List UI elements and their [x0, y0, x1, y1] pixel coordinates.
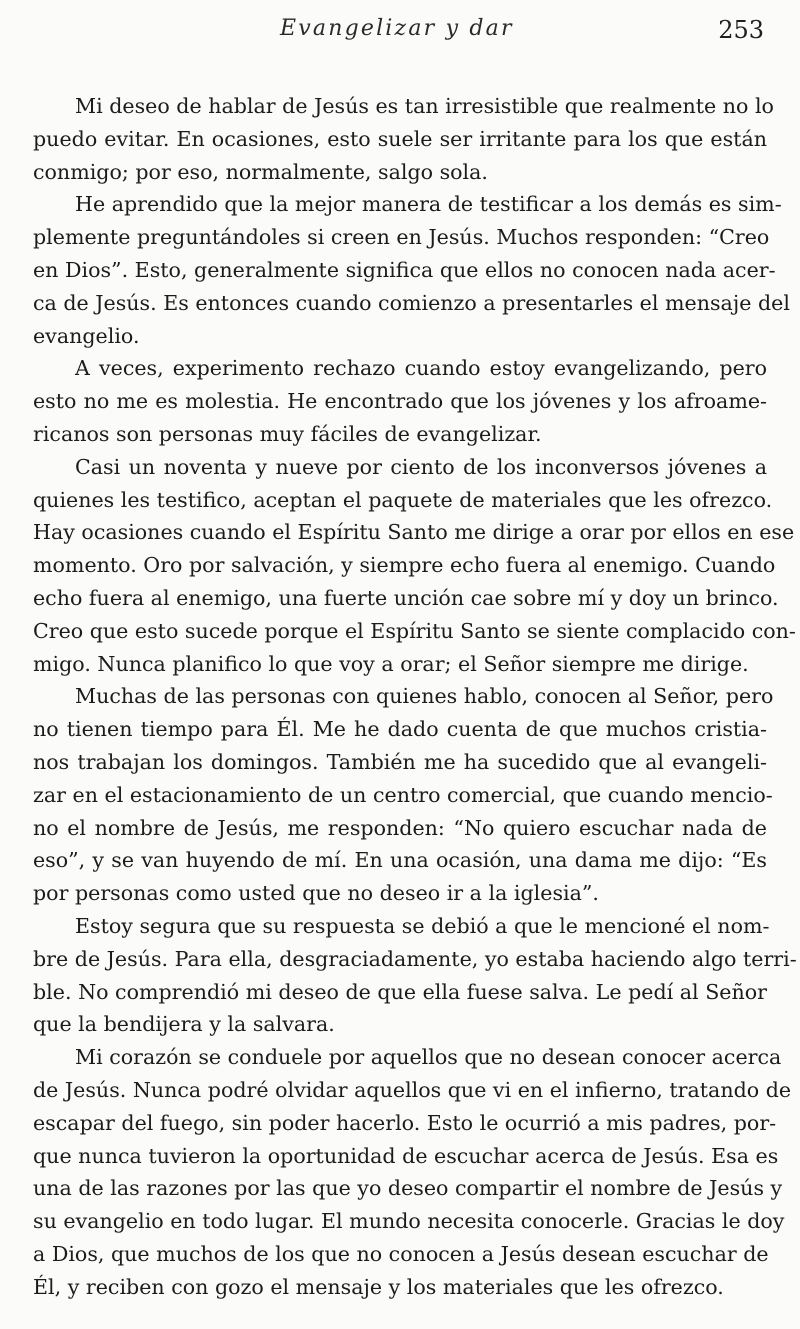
- text-line: bre de Jesús. Para ella, desgraciadamente, yo estaba haciendo algo terri-: [33, 946, 797, 971]
- body-text: [33, 90, 797, 1303]
- text-line: Creo que esto sucede porque el Espíritu Santo se siente complacido con-: [33, 618, 796, 643]
- paragraph: [33, 90, 774, 188]
- text-line: plemente preguntándoles si creen en Jesús. Muchos responden: “Creo: [33, 225, 770, 250]
- text-line: Mi corazón se conduele por aquellos que no desean conocer acerca: [75, 1045, 782, 1070]
- text-line: ricanos son personas muy fáciles de evangelizar.: [33, 421, 542, 446]
- text-line: migo. Nunca planifico lo que voy a orar; el Señor siempre me dirige.: [33, 651, 749, 676]
- paragraph: [33, 188, 790, 352]
- paragraph: [33, 352, 767, 450]
- page-number: 253: [718, 16, 764, 44]
- text-line: no el nombre de Jesús, me responden: “No quiero escuchar nada de: [33, 815, 767, 840]
- text-line: por personas como usted que no deseo ir a la iglesia”.: [33, 881, 599, 906]
- text-line: evangelio.: [33, 323, 140, 348]
- text-line: eso”, y se van huyendo de mí. En una ocasión, una dama me dijo: “Es: [33, 848, 767, 873]
- text-line: a Dios, que muchos de los que no conocen a Jesús desean escuchar de: [33, 1241, 769, 1266]
- running-header: [0, 16, 800, 52]
- text-line: escapar del fuego, sin poder hacerlo. Esto le ocurrió a mis padres, por-: [33, 1110, 777, 1135]
- text-line: Mi deseo de hablar de Jesús es tan irresistible que realmente no lo: [75, 94, 774, 118]
- text-line: puedo evitar. En ocasiones, esto suele ser irritante para los que están: [33, 126, 767, 151]
- text-line: Muchas de las personas con quienes hablo, conocen al Señor, pero: [75, 684, 774, 709]
- text-line: zar en el estacionamiento de un centro comercial, que cuando mencio-: [33, 782, 773, 807]
- paragraph: [33, 910, 797, 1041]
- text-line: Casi un noventa y nueve por ciento de los inconversos jóvenes a: [75, 454, 767, 479]
- text-line: su evangelio en todo lugar. El mundo necesita conocerle. Gracias le doy: [33, 1209, 785, 1234]
- running-title: Evangelizar y dar: [280, 16, 514, 41]
- text-line: echo fuera al enemigo, una fuerte unción cae sobre mí y doy un brinco.: [33, 585, 779, 610]
- text-line: Él, y reciben con gozo el mensaje y los materiales que les ofrezco.: [33, 1274, 724, 1299]
- text-line: Estoy segura que su respuesta se debió a que le mencioné el nom-: [75, 913, 770, 938]
- text-line: ca de Jesús. Es entonces cuando comienzo a presentarles el mensaje del: [33, 290, 790, 315]
- text-line: Hay ocasiones cuando el Espíritu Santo me dirige a orar por ellos en ese: [33, 520, 795, 545]
- text-line: en Dios”. Esto, generalmente significa que ellos no conocen nada acer-: [33, 257, 776, 282]
- text-line: A veces, experimento rechazo cuando estoy evangelizando, pero: [75, 356, 767, 381]
- text-line: ble. No comprendió mi deseo de que ella fuese salva. Le pedí al Señor: [33, 979, 767, 1004]
- text-line: momento. Oro por salvación, y siempre echo fuera al enemigo. Cuando: [33, 553, 776, 578]
- text-line: de Jesús. Nunca podré olvidar aquellos que vi en el infierno, tratando de: [33, 1077, 792, 1102]
- text-line: una de las razones por las que yo deseo compartir el nombre de Jesús y: [33, 1176, 783, 1201]
- text-line: no tienen tiempo para Él. Me he dado cuenta de que muchos cristia-: [33, 717, 767, 742]
- text-line: que la bendijera y la salvara.: [33, 1012, 335, 1037]
- text-line: que nunca tuvieron la oportunidad de escuchar acerca de Jesús. Esa es: [33, 1143, 779, 1168]
- paragraph: [33, 451, 796, 681]
- text-line: quienes les testifico, aceptan el paquete de materiales que les ofrezco.: [33, 487, 773, 512]
- text-line: nos trabajan los domingos. También me ha sucedido que al evangeli-: [33, 749, 767, 774]
- paragraph: [33, 680, 774, 910]
- text-line: esto no me es molestia. He encontrado que los jóvenes y los afroame-: [33, 389, 767, 414]
- text-line: conmigo; por eso, normalmente, salgo sola.: [33, 159, 488, 184]
- paragraph: [33, 1041, 792, 1303]
- text-line: He aprendido que la mejor manera de testificar a los demás es sim-: [75, 192, 782, 217]
